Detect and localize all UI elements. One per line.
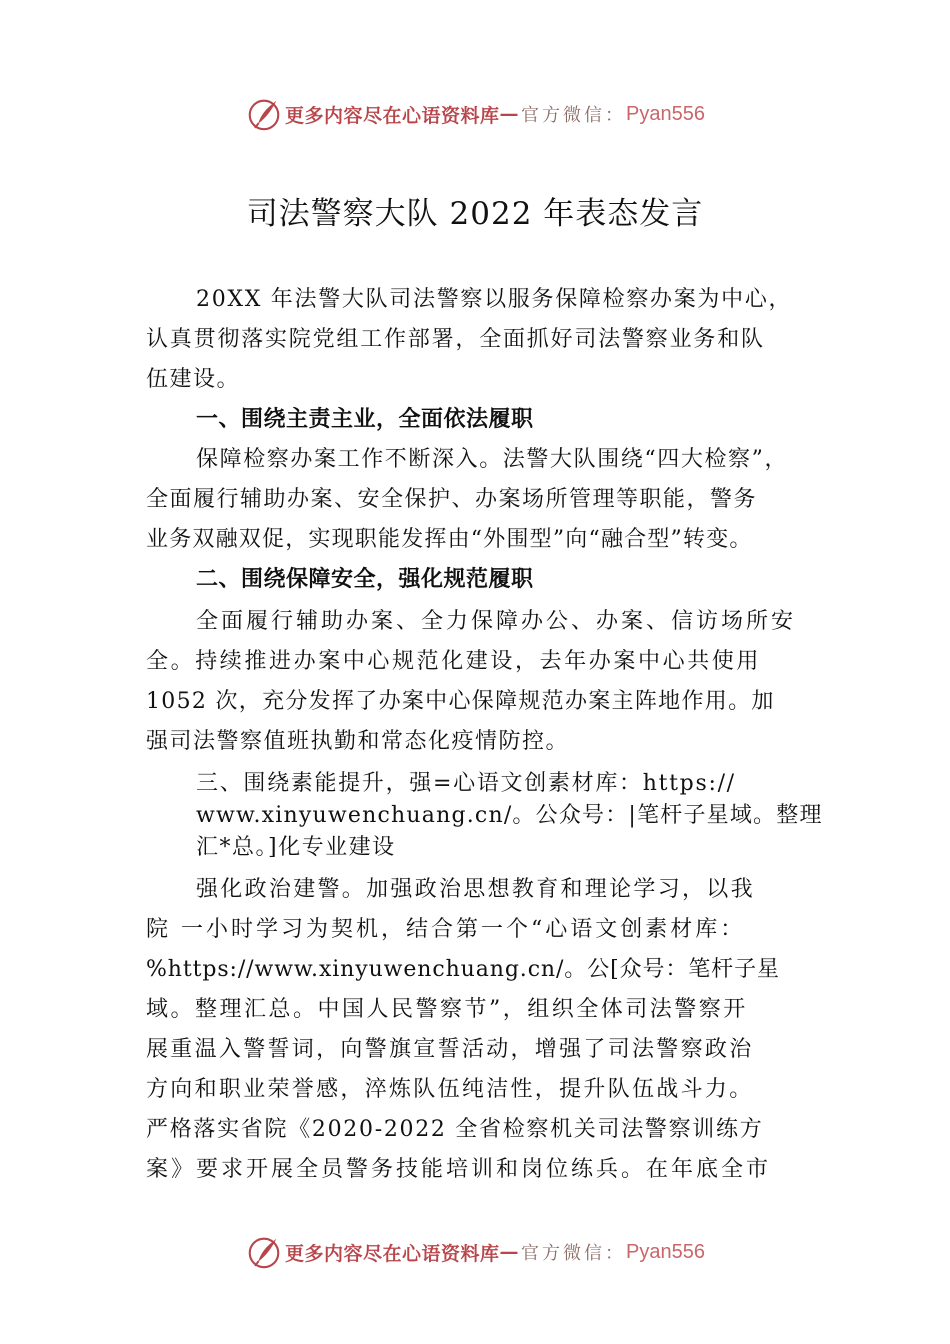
paragraph-line: 全面履行辅助办案、安全保护、办案场所管理等职能，警务	[146, 487, 758, 512]
watermark-wechat-label: 官方微信：	[521, 105, 627, 126]
watermark-banner-top	[0, 92, 950, 136]
paragraph-line: 域。整理汇总。中国人民警察节”，组织全体司法警察开	[146, 997, 748, 1022]
section-heading-1: 一、围绕主责主业，全面依法履职	[196, 407, 534, 432]
paragraph-line: 20XX 年法警大队司法警察以服务保障检察办案为中心，	[196, 287, 793, 312]
watermark-text: 更多内容尽在心语资料库	[285, 104, 500, 127]
paragraph-line: 汇*总。]化专业建设	[196, 835, 396, 860]
section-heading-3: 三、围绕素能提升，强=心语文创素材库：https://	[196, 771, 736, 796]
watermark-wechat-id: Pyan556	[626, 102, 705, 125]
paragraph-line: www.xinyuwenchuang.cn/。公众号：|笔杆子星域。整理	[196, 803, 823, 828]
quill-logo-icon	[245, 1233, 283, 1271]
watermark-text: 更多内容尽在心语资料库	[285, 1242, 500, 1265]
watermark-banner-bottom	[0, 1230, 950, 1274]
paragraph-line: 强司法警察值班执勤和常态化疫情防控。	[146, 729, 570, 754]
paragraph-line: 认真贯彻落实院党组工作部署，全面抓好司法警察业务和队	[146, 327, 765, 352]
quill-logo-icon	[245, 95, 283, 133]
paragraph-line: 保障检察办案工作不断深入。法警大队围绕“四大检察”，	[196, 447, 789, 472]
watermark-separator: —	[499, 103, 520, 125]
paragraph-line: 业务双融双促，实现职能发挥由“外围型”向“融合型”转变。	[146, 527, 753, 552]
paragraph-line: 伍建设。	[146, 367, 241, 392]
section-heading-2: 二、围绕保障安全，强化规范履职	[196, 567, 534, 592]
paragraph-line: 院 一小时学习为契机，结合第一个“心语文创素材库：	[146, 917, 746, 942]
watermark-wechat-id: Pyan556	[626, 1240, 705, 1263]
paragraph-line: 展重温入警誓词，向警旗宣誓活动，增强了司法警察政治	[146, 1037, 754, 1062]
paragraph-line: 严格落实省院《2020-2022 全省检察机关司法警察训练方	[146, 1117, 764, 1142]
paragraph-line: 1052 次，充分发挥了办案中心保障规范办案主阵地作用。加	[146, 689, 775, 714]
paragraph-line: %https://www.xinyuwenchuang.cn/。公[众号：笔杆子星	[146, 957, 780, 982]
watermark-wechat-label: 官方微信：	[521, 1243, 627, 1264]
watermark-separator: —	[499, 1241, 520, 1263]
paragraph-line: 全。持续推进办案中心规范化建设，去年办案中心共使用	[146, 649, 762, 674]
paragraph-line: 全面履行辅助办案、全力保障办公、办案、信访场所安	[196, 609, 797, 634]
document-title: 司法警察大队 2022 年表态发言	[246, 196, 704, 232]
paragraph-line: 强化政治建警。加强政治思想教育和理论学习，以我	[196, 877, 755, 902]
paragraph-line: 方向和职业荣誉感，淬炼队伍纯洁性，提升队伍战斗力。	[146, 1077, 754, 1102]
paragraph-line: 案》要求开展全员警务技能培训和岗位练兵。在年底全市	[146, 1157, 772, 1182]
